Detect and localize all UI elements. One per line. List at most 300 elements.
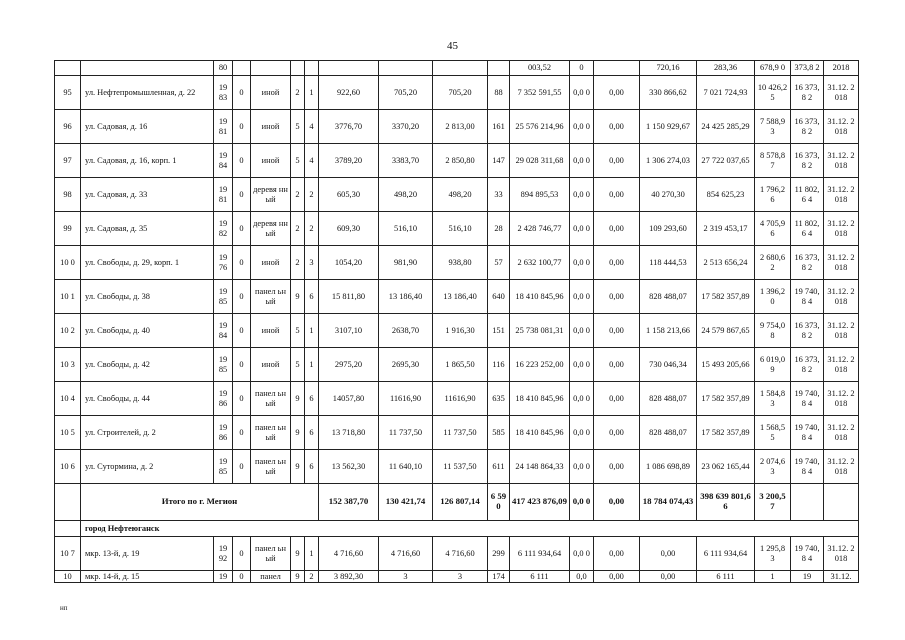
table-cell: 1 bbox=[755, 571, 791, 583]
table-cell bbox=[251, 61, 291, 76]
table-cell: 398 639 801,66 bbox=[697, 484, 755, 521]
table-body-nefteyugansk bbox=[55, 537, 859, 583]
table-cell: 0,0 0 bbox=[570, 537, 594, 571]
table-cell: 0,0 0 bbox=[570, 110, 594, 144]
table-cell: 19 740,8 4 bbox=[791, 280, 824, 314]
city-header-label: город Нефтеюганск bbox=[81, 521, 859, 537]
table-cell: 23 062 165,44 bbox=[697, 450, 755, 484]
table-cell: 31.12. 2018 bbox=[824, 110, 859, 144]
table-cell: 1 865,50 bbox=[433, 348, 488, 382]
table-cell: 5 bbox=[291, 144, 305, 178]
table-cell: 16 373,8 2 bbox=[791, 314, 824, 348]
table-cell: 19 bbox=[214, 571, 233, 583]
table-cell: 151 bbox=[488, 314, 510, 348]
table-cell: 0,00 bbox=[640, 537, 697, 571]
table-cell: 705,20 bbox=[379, 76, 433, 110]
table-cell: 13 562,30 bbox=[319, 450, 379, 484]
table-cell bbox=[791, 484, 824, 521]
table-cell bbox=[594, 61, 640, 76]
address-cell: ул. Садовая, д. 33 bbox=[81, 178, 214, 212]
table-cell: 0,0 0 bbox=[570, 212, 594, 246]
table-cell: 1 916,30 bbox=[433, 314, 488, 348]
table-cell: 2 bbox=[291, 76, 305, 110]
table-cell: 10 3 bbox=[55, 348, 81, 382]
table-cell: 0,00 bbox=[594, 178, 640, 212]
table-cell: иной bbox=[251, 314, 291, 348]
table-cell: 0 bbox=[233, 382, 251, 416]
table-cell: панел ьный bbox=[251, 537, 291, 571]
table-cell: 4 716,60 bbox=[433, 537, 488, 571]
table-cell: 96 bbox=[55, 110, 81, 144]
table-cell: 10 2 bbox=[55, 314, 81, 348]
table-cell: 0,0 0 bbox=[570, 382, 594, 416]
table-cell: 4 716,60 bbox=[319, 537, 379, 571]
table-cell: 15 493 205,66 bbox=[697, 348, 755, 382]
table-cell: 3 200,5 7 bbox=[755, 484, 791, 521]
table-cell: 17 582 357,89 bbox=[697, 416, 755, 450]
table-cell bbox=[55, 61, 81, 76]
table-cell: 31.12. 2018 bbox=[824, 314, 859, 348]
table-cell bbox=[379, 61, 433, 76]
table-cell: деревя нный bbox=[251, 178, 291, 212]
table-cell: 3776,70 bbox=[319, 110, 379, 144]
table-cell: 0,00 bbox=[594, 314, 640, 348]
table-cell: панел ьный bbox=[251, 450, 291, 484]
table-cell: 31.12. 2018 bbox=[824, 144, 859, 178]
table-cell: 5 bbox=[291, 314, 305, 348]
table-cell: иной bbox=[251, 246, 291, 280]
table-cell: 498,20 bbox=[433, 178, 488, 212]
table-cell: 0,00 bbox=[594, 110, 640, 144]
table-cell: 3383,70 bbox=[379, 144, 433, 178]
table-cell: 2 bbox=[305, 178, 319, 212]
table-cell: 1 150 929,67 bbox=[640, 110, 697, 144]
table-cell: 2975,20 bbox=[319, 348, 379, 382]
table-row bbox=[55, 246, 859, 280]
table-cell: 1 568,5 5 bbox=[755, 416, 791, 450]
table-cell: 2 632 100,77 bbox=[510, 246, 570, 280]
table-cell: 4 bbox=[305, 144, 319, 178]
table-cell: 0,0 0 bbox=[570, 314, 594, 348]
housing-table bbox=[54, 60, 859, 583]
table-cell: 118 444,53 bbox=[640, 246, 697, 280]
table-cell: 19 740,8 4 bbox=[791, 450, 824, 484]
table-cell bbox=[319, 61, 379, 76]
table-cell: 0,00 bbox=[594, 246, 640, 280]
table-cell: 9 bbox=[291, 537, 305, 571]
table-cell: 19 740,8 4 bbox=[791, 382, 824, 416]
table-cell: 4 bbox=[305, 110, 319, 144]
table-cell: 9 bbox=[291, 450, 305, 484]
table-cell: 0 bbox=[233, 280, 251, 314]
address-cell: ул. Свободы, д. 40 bbox=[81, 314, 214, 348]
table-cell: 2 bbox=[305, 571, 319, 583]
table-cell: панел bbox=[251, 571, 291, 583]
table-cell: 611 bbox=[488, 450, 510, 484]
table-cell: 3 892,30 bbox=[319, 571, 379, 583]
table-cell: панел ьный bbox=[251, 280, 291, 314]
table-cell: 0 bbox=[233, 178, 251, 212]
table-cell: 0,00 bbox=[594, 571, 640, 583]
table-cell: 19 85 bbox=[214, 280, 233, 314]
address-cell: ул. Свободы, д. 38 bbox=[81, 280, 214, 314]
address-cell: ул. Садовая, д. 35 bbox=[81, 212, 214, 246]
table-cell: 11616,90 bbox=[433, 382, 488, 416]
table-cell: деревя нный bbox=[251, 212, 291, 246]
table-cell: 605,30 bbox=[319, 178, 379, 212]
table-cell: 0,00 bbox=[594, 382, 640, 416]
table-cell: 16 373,8 2 bbox=[791, 348, 824, 382]
table-cell: 516,10 bbox=[433, 212, 488, 246]
table-cell: 1 bbox=[305, 314, 319, 348]
table-cell: 7 588,9 3 bbox=[755, 110, 791, 144]
table-cell: 19 81 bbox=[214, 178, 233, 212]
table-cell: 585 bbox=[488, 416, 510, 450]
table-cell: 9 bbox=[291, 571, 305, 583]
table-cell: 1 bbox=[305, 348, 319, 382]
address-cell: мкр. 14-й, д. 15 bbox=[81, 571, 214, 583]
table-cell: иной bbox=[251, 348, 291, 382]
table-cell: 2 bbox=[291, 246, 305, 280]
table-cell: 24 148 864,33 bbox=[510, 450, 570, 484]
table-cell: 0,00 bbox=[594, 280, 640, 314]
table-cell: 25 738 081,31 bbox=[510, 314, 570, 348]
table-cell: 0,0 0 bbox=[570, 450, 594, 484]
table-cell: 705,20 bbox=[433, 76, 488, 110]
table-cell: 1 796,2 6 bbox=[755, 178, 791, 212]
table-cell: 854 625,23 bbox=[697, 178, 755, 212]
table-cell: 2 513 656,24 bbox=[697, 246, 755, 280]
table-cell: 57 bbox=[488, 246, 510, 280]
table-cell: 10 0 bbox=[55, 246, 81, 280]
table-cell: 0,0 0 bbox=[570, 348, 594, 382]
table-cell: 0 bbox=[233, 537, 251, 571]
table-cell: панел ьный bbox=[251, 416, 291, 450]
table-cell: 19 92 bbox=[214, 537, 233, 571]
table-cell: 1054,20 bbox=[319, 246, 379, 280]
table-cell: 0,0 bbox=[570, 571, 594, 583]
table-row bbox=[55, 212, 859, 246]
table-cell: иной bbox=[251, 76, 291, 110]
table-cell: 0 bbox=[233, 314, 251, 348]
address-cell: ул. Свободы, д. 44 bbox=[81, 382, 214, 416]
table-cell: 2 850,80 bbox=[433, 144, 488, 178]
table-cell: 3 bbox=[379, 571, 433, 583]
table-cell: 330 866,62 bbox=[640, 76, 697, 110]
table-cell: 0,0 0 bbox=[570, 76, 594, 110]
table-row-continued bbox=[55, 61, 859, 76]
table-cell: 894 895,53 bbox=[510, 178, 570, 212]
table-cell: 2 074,6 3 bbox=[755, 450, 791, 484]
table-cell: 828 488,07 bbox=[640, 382, 697, 416]
table-cell: 4 705,9 6 bbox=[755, 212, 791, 246]
table-cell: 0 bbox=[233, 348, 251, 382]
table-cell: 635 bbox=[488, 382, 510, 416]
table-cell: 18 410 845,96 bbox=[510, 382, 570, 416]
table-cell: 10 426,2 5 bbox=[755, 76, 791, 110]
table-cell: 14057,80 bbox=[319, 382, 379, 416]
table-cell: 6 019,0 9 bbox=[755, 348, 791, 382]
table-cell: 0,00 bbox=[594, 537, 640, 571]
table-cell: 0,00 bbox=[594, 348, 640, 382]
table-cell: 10 bbox=[55, 571, 81, 583]
table-cell: 003,52 bbox=[510, 61, 570, 76]
table-row bbox=[55, 144, 859, 178]
address-cell: мкр. 13-й, д. 19 bbox=[81, 537, 214, 571]
table-cell: 417 423 876,09 bbox=[510, 484, 570, 521]
table-cell: 828 488,07 bbox=[640, 416, 697, 450]
table-cell: 24 425 285,29 bbox=[697, 110, 755, 144]
table-cell: 11 640,10 bbox=[379, 450, 433, 484]
table-cell: 922,60 bbox=[319, 76, 379, 110]
table-cell: 11 737,50 bbox=[433, 416, 488, 450]
table-row bbox=[55, 571, 859, 583]
table-cell: 31.12. 2018 bbox=[824, 178, 859, 212]
table-cell: 2 bbox=[305, 212, 319, 246]
table-cell: 2 680,6 2 bbox=[755, 246, 791, 280]
table-cell: 516,10 bbox=[379, 212, 433, 246]
table-cell: 17 582 357,89 bbox=[697, 280, 755, 314]
table-cell: 0,0 0 bbox=[570, 416, 594, 450]
table-cell: 19 84 bbox=[214, 144, 233, 178]
table-body bbox=[55, 76, 859, 484]
housing-table-container bbox=[54, 60, 855, 583]
table-cell: 6 590 bbox=[488, 484, 510, 521]
table-cell: 25 576 214,96 bbox=[510, 110, 570, 144]
table-cell: 19 85 bbox=[214, 450, 233, 484]
table-cell: 99 bbox=[55, 212, 81, 246]
table-cell: 19 85 bbox=[214, 348, 233, 382]
table-cell: 5 bbox=[291, 110, 305, 144]
table-cell bbox=[488, 61, 510, 76]
table-cell: 7 021 724,93 bbox=[697, 76, 755, 110]
table-cell bbox=[305, 61, 319, 76]
table-cell: 2695,30 bbox=[379, 348, 433, 382]
table-cell: 19 86 bbox=[214, 382, 233, 416]
table-cell: 3789,20 bbox=[319, 144, 379, 178]
table-cell: 938,80 bbox=[433, 246, 488, 280]
table-cell: 31.12. 2018 bbox=[824, 450, 859, 484]
table-cell: 10 5 bbox=[55, 416, 81, 450]
table-cell: 29 028 311,68 bbox=[510, 144, 570, 178]
table-cell: 31.12. 2018 bbox=[824, 348, 859, 382]
table-cell: 0,0 0 bbox=[570, 280, 594, 314]
table-cell: 109 293,60 bbox=[640, 212, 697, 246]
table-cell: 6 111 bbox=[697, 571, 755, 583]
table-row bbox=[55, 76, 859, 110]
table-cell: 9 754,0 8 bbox=[755, 314, 791, 348]
table-cell: 16 373,8 2 bbox=[791, 110, 824, 144]
table-cell: 7 352 591,55 bbox=[510, 76, 570, 110]
table-cell: 40 270,30 bbox=[640, 178, 697, 212]
table-cell: 498,20 bbox=[379, 178, 433, 212]
table-cell: 31.12. 2018 bbox=[824, 537, 859, 571]
table-cell: 1 306 274,03 bbox=[640, 144, 697, 178]
address-cell: ул. Свободы, д. 29, корп. 1 bbox=[81, 246, 214, 280]
table-cell: 828 488,07 bbox=[640, 280, 697, 314]
table-cell: 80 bbox=[214, 61, 233, 76]
table-cell: 2 bbox=[291, 212, 305, 246]
table-cell: 31.12. 2018 bbox=[824, 246, 859, 280]
table-cell: 6 bbox=[305, 416, 319, 450]
table-cell: 0,00 bbox=[640, 571, 697, 583]
table-cell: 0,00 bbox=[594, 212, 640, 246]
table-cell bbox=[824, 484, 859, 521]
table-cell: иной bbox=[251, 110, 291, 144]
table-cell: 2 319 453,17 bbox=[697, 212, 755, 246]
table-cell bbox=[55, 484, 81, 521]
table-cell: 0,00 bbox=[594, 416, 640, 450]
table-cell: 0 bbox=[233, 246, 251, 280]
table-cell: 1 295,8 3 bbox=[755, 537, 791, 571]
table-cell: 0,00 bbox=[594, 450, 640, 484]
table-cell: 9 bbox=[291, 416, 305, 450]
table-cell bbox=[81, 61, 214, 76]
total-label: Итого по г. Мегион bbox=[81, 484, 319, 521]
table-cell: 31.12. 2018 bbox=[824, 382, 859, 416]
table-cell: 1 158 213,66 bbox=[640, 314, 697, 348]
table-row bbox=[55, 110, 859, 144]
table-cell: 97 bbox=[55, 144, 81, 178]
table-cell: 33 bbox=[488, 178, 510, 212]
table-cell: 9 bbox=[291, 280, 305, 314]
address-cell: ул. Нефтепромышленная, д. 22 bbox=[81, 76, 214, 110]
table-cell: 27 722 037,65 bbox=[697, 144, 755, 178]
table-cell: 3 bbox=[305, 246, 319, 280]
address-cell: ул. Садовая, д. 16 bbox=[81, 110, 214, 144]
table-cell: 31.12. 2018 bbox=[824, 416, 859, 450]
table-cell: 5 bbox=[291, 348, 305, 382]
address-cell: ул. Садовая, д. 16, корп. 1 bbox=[81, 144, 214, 178]
table-cell: 10 6 bbox=[55, 450, 81, 484]
table-cell: 6 111 bbox=[510, 571, 570, 583]
table-cell: 19 740,8 4 bbox=[791, 537, 824, 571]
table-cell: 19 81 bbox=[214, 110, 233, 144]
table-cell: 6 bbox=[305, 280, 319, 314]
table-cell: 678,9 0 bbox=[755, 61, 791, 76]
table-cell: 2 813,00 bbox=[433, 110, 488, 144]
table-cell: 10 7 bbox=[55, 537, 81, 571]
table-cell: 0 bbox=[233, 110, 251, 144]
table-cell: 116 bbox=[488, 348, 510, 382]
table-cell: 6 111 934,64 bbox=[697, 537, 755, 571]
table-cell: 19 bbox=[791, 571, 824, 583]
table-cell: панел ьный bbox=[251, 382, 291, 416]
table-cell: 16 223 252,00 bbox=[510, 348, 570, 382]
table-cell bbox=[233, 61, 251, 76]
table-cell: 11616,90 bbox=[379, 382, 433, 416]
address-cell: ул. Сутормина, д. 2 bbox=[81, 450, 214, 484]
table-cell: 6 bbox=[305, 382, 319, 416]
table-row bbox=[55, 382, 859, 416]
table-cell: 11 802,6 4 bbox=[791, 212, 824, 246]
table-cell: 2 bbox=[291, 178, 305, 212]
table-cell: 1 396,2 0 bbox=[755, 280, 791, 314]
table-cell: 0,00 bbox=[594, 76, 640, 110]
table-cell: 19 82 bbox=[214, 212, 233, 246]
table-cell: 0,0 0 bbox=[570, 178, 594, 212]
table-cell: 720,16 bbox=[640, 61, 697, 76]
table-cell: 10 4 bbox=[55, 382, 81, 416]
table-cell: иной bbox=[251, 144, 291, 178]
table-cell: 0 bbox=[233, 571, 251, 583]
table-cell: 130 421,74 bbox=[379, 484, 433, 521]
table-cell: 28 bbox=[488, 212, 510, 246]
table-cell: 13 186,40 bbox=[379, 280, 433, 314]
table-cell bbox=[55, 521, 81, 537]
table-cell: 6 bbox=[305, 450, 319, 484]
footer-mark: нп bbox=[60, 604, 68, 612]
table-cell bbox=[433, 61, 488, 76]
table-cell: 16 373,8 2 bbox=[791, 144, 824, 178]
table-cell: 283,36 bbox=[697, 61, 755, 76]
table-cell: 0,0 0 bbox=[570, 144, 594, 178]
table-row bbox=[55, 450, 859, 484]
table-cell: 17 582 357,89 bbox=[697, 382, 755, 416]
table-cell: 98 bbox=[55, 178, 81, 212]
table-cell: 19 76 bbox=[214, 246, 233, 280]
table-cell: 174 bbox=[488, 571, 510, 583]
table-cell: 31.12. 2018 bbox=[824, 280, 859, 314]
table-cell: 6 111 934,64 bbox=[510, 537, 570, 571]
table-cell: 19 83 bbox=[214, 76, 233, 110]
table-cell: 0 bbox=[233, 212, 251, 246]
table-cell: 609,30 bbox=[319, 212, 379, 246]
table-cell: 2 428 746,77 bbox=[510, 212, 570, 246]
table-cell: 1 bbox=[305, 537, 319, 571]
table-cell: 8 578,8 7 bbox=[755, 144, 791, 178]
table-row bbox=[55, 348, 859, 382]
table-cell: 11 737,50 bbox=[379, 416, 433, 450]
table-cell: 730 046,34 bbox=[640, 348, 697, 382]
table-cell: 0 bbox=[233, 416, 251, 450]
table-cell: 19 740,8 4 bbox=[791, 416, 824, 450]
table-cell: 640 bbox=[488, 280, 510, 314]
table-cell: 13 186,40 bbox=[433, 280, 488, 314]
total-row bbox=[55, 484, 859, 521]
table-cell: 0,0 0 bbox=[570, 484, 594, 521]
table-cell: 3370,20 bbox=[379, 110, 433, 144]
table-cell: 4 716,60 bbox=[379, 537, 433, 571]
table-row bbox=[55, 314, 859, 348]
table-cell: 0,00 bbox=[594, 484, 640, 521]
table-cell: 95 bbox=[55, 76, 81, 110]
table-cell: 18 410 845,96 bbox=[510, 280, 570, 314]
table-row bbox=[55, 178, 859, 212]
table-cell: 0,00 bbox=[594, 144, 640, 178]
page-number: 45 bbox=[447, 40, 458, 52]
address-cell: ул. Строителей, д. 2 bbox=[81, 416, 214, 450]
table-cell: 18 784 074,43 bbox=[640, 484, 697, 521]
table-cell: 981,90 bbox=[379, 246, 433, 280]
table-cell: 0 bbox=[233, 76, 251, 110]
table-row bbox=[55, 280, 859, 314]
table-cell: 19 86 bbox=[214, 416, 233, 450]
table-cell: 24 579 867,65 bbox=[697, 314, 755, 348]
table-cell: 2638,70 bbox=[379, 314, 433, 348]
table-cell: 147 bbox=[488, 144, 510, 178]
table-cell: 126 807,14 bbox=[433, 484, 488, 521]
table-cell: 31.12. 2018 bbox=[824, 212, 859, 246]
table-cell: 13 718,80 bbox=[319, 416, 379, 450]
table-cell: 161 bbox=[488, 110, 510, 144]
table-cell: 152 387,70 bbox=[319, 484, 379, 521]
table-row bbox=[55, 537, 859, 571]
table-cell: 18 410 845,96 bbox=[510, 416, 570, 450]
table-cell: 1 086 698,89 bbox=[640, 450, 697, 484]
table-cell: 0 bbox=[233, 144, 251, 178]
table-cell: 31.12. 2018 bbox=[824, 76, 859, 110]
